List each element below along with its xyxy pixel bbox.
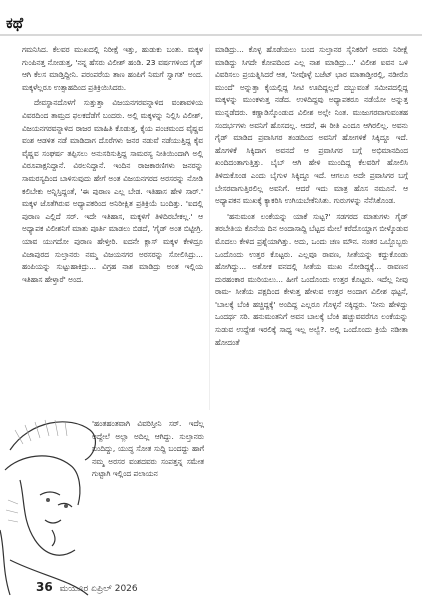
- paragraph: ಮಾಡಿದ್ರು... ಕೊಳ್ಳ ಹೊಡೆಯಲು ಬಂದ ಸುಲ್ತಾನರ ಸೈನಿಕರಿಗೆ ಅವರು ನಿರೀಕ್ಷೆ ಮಾಡಿದ್ದು ಸಿಗದೇ ಕೋಪದಿಂದ ಎಲ್ಲ ನಾಶ ಮಾಡಿದ್ರು...' ವಿಲೀಶ ಐವನ ಒಳಿ ವಿವರಿಸಲು ಪ್ರಯತ್ನಿಸಿದರೆ ಆತ, 'ನೀವೊಳ್ಳೆ ಬಜೆಟ್ ಭಾರ ಮಾತಾಡ್ತೀರಲ್ಲಿ, ನಡೀರೊ ಮುಂದೆ' ಅನ್ನುತ್ತಾ ಕೈಯಲ್ಲಿದ್ದ ಸೀಟಿ ಊದಿದ್ದಲ್ಲದೆ ದಬ್ಬುವಂತೆ ಸಮೀಪದಲ್ಲಿದ್ದ ಮಕ್ಕಳನ್ನು ಮುಂಕಳುತ್ತ ನಡೆದ. ಉಳಿದಿದ್ದವು ಅಧ್ಯಾಪಕರೂ ನಡೆಯೋ ಅನ್ನುತ್ತ ಮುನ್ನಡೆದರು. ಕಣ್ಣಾಡಿಸ್ಕೊಂಡುದ ವಿಲೀಶ ಅಲ್ಲೇ ನಿಂತ. ಮುಜುಗರವಾಗುವಂತಹ ಸಂದರ್ಭಗಳು ಅವನಿಗೆ ಹೊಸದಲ್ಲ. ಆದರೆ, ಈ ರೀತಿ ಎಂದೂ ಆಗಿರಲಿಲ್ಲ. ಅವನು ಗೈಡ್ ಮಾಡಿದ ಪ್ರವಾಸಿಗರ ತಂಡದಿಂದ ಅವನಿಗೆ ಹೋಗಳಿಕೆ ಸಿಕ್ಕಿದ್ದೂ ಇದೆ. ಹೊಗಳಿಕೆ ಸಿಕ್ಕಿದಾಗ ಅವನದೆ ಆ ಪ್ರವಾಸಿಗರ ಬಗ್ಗೆ ಅಭಿಮಾನದಿಂದ ಖಂದಿದಂತಾಗುತ್ತಿತ್ತು. ಬೈಬ್ ಆಗಿ ಹೇಳಿ ಮುಂದಿದ್ದ ಕೆಲವರಿಗೆ ಹೋಲಿಸಿ ತಿಳಿದುಕೊಂಡ ಎಂದು ಬೈಗುಳ ಸಿಕ್ಕಿದ್ದೂ ಇದೆ. ಆಗಲೂ ಅದೇ ಪ್ರವಾಸಿಗರ ಬಗ್ಗೆ ಬೇಸರವಾಗುತ್ತಿರಲಿಲ್ಲ ಅವನಿಗೆ. ಆದರೆ ಇದು ಮಾತ್ರ ಹೊಸ ನಮೂನೆ. ಆ ಅಧ್ಯಾಪಕನ ಮುಖಕ್ಕೆ ಕ್ಯಾಕರಿಸಿ ಉಗಿಯಬೇಕೆನಿಸಿತು. ಗುರುಗಳನ್ನು ನೆನೆಸಿಕೊಂಡ.: [215, 45, 408, 206]
- page-header: [0, 0, 422, 40]
- right-column: [215, 44, 408, 564]
- issue-label: ಮಯೂರ ಏಪ್ರಿಲ್ 2026: [59, 584, 138, 594]
- paragraph: 'ಹಂತಹಂತವಾಗಿ ವಿವರಿಸ್ತೀನಿ ಸರ್. ಇದೆಲ್ಲ ಅದ್ದೇಲೆ ಅಲ್ಲಾ ಅದಿಲ್ಲ ಆಗಿದ್ದು. ಸುಲ್ತಾನರು ಬಂದಿದ್ದು, ಯುದ್ಧ ಸೋತ ಸುದ್ದಿ ಬಂದದ್ದು ಹಾಗೆ ನಮ್ಮ ಅರಸರ ವಂಶದವರು ಸಂಪತ್ತನ್ನ ಸಮೇತ ಗುಟ್ಟಾಗಿ ಇಲ್ಲಿಂದ ಪಲಾಯನ: [92, 419, 204, 479]
- paragraph: ದೇವಸ್ಥಾನದೊಳಗೆ ಸುತ್ತುತ್ತಾ ವಿಜಯನಗರವನ್ನಾಳಿದ ವಂಶಾವಳಿಯ ವಿವರದಿಂದ ತಾಮ್ರದ ಫಲಕದೆಡೆಗೆ ಬಂದರು. ಅಲ್ಲಿ ಮಕ್ಕಳನ್ನು ನಿಲ್ಲಿಸಿ ವಿಲೀಶ್, ವಿಜಯನಗರವನ್ನಾಳಿದ ರಾಜರ ಮಾಹಿತಿ ಕೊಡುತ್ತ, ಕೈಯ ಪಂಚಮಂದ ವೈಷ್ಣವ ವಂಶ ಆಡಳಿತ ನಡೆ ಮಾಡಿದಾಗ ದೊರೆಗಳು ಜನರ ನಡುವೆ ನಡೆಯುತ್ತಿದ್ದ ಕೈವ ವೈಷ್ಣವ ಸಂಘರ್ಷ ತಪ್ಪಿಸಲು ಅನುಸರಿಸುತ್ತಿದ್ದ ಸಾಮರಸ್ಯ ನೀತಿಯಿಂದಾಗಿ ಅಲ್ಲಿ ವಿರೂಪಾಕ್ಷನಿದ್ದಾನೆ. ವಿಠಲನಿದ್ದಾನೆ. ಇಂದಿನ ರಾಜಕಾರಣಿಗಳು ಜನರನ್ನು ಸಾಮರಸ್ಯದಿಂದ ಬಾಳಿಸುವುದು ಹೇಗೆ ಅಂತ ವಿಜಯನಗರದ ಅರಸರನ್ನು ನೋಡಿ ಕಲಿಬೇಕು ಅನ್ನಿಸ್ತಿದ್ದಂತೆ, 'ಈ ಪುರಾಣ ಎಲ್ಲ ಬೇಡ. ಇತಿಹಾಸ ಹೇಳಿ ಸಾರ್.' ಮಕ್ಕಳ ಜೊತೆಗಿರುವ ಅಧ್ಯಾಪಕರಿಂದ ಅನಿರೀಕ್ಷಿತ ಪ್ರತಿಕ್ರಿಯೆ ಬಂದಿತ್ತು. 'ಐದಲ್ಲಿ ಪುರಾಣ ಎಲ್ಲಿದೆ ಸರ್. ಇದೇ ಇತಿಹಾಸ, ಮಕ್ಕಳಿಗೆ ತಿಳಿದಿರಬೇಕಲ್ಲ.' ಆ ಅಧ್ಯಾಪಕ ವಿಲೀಶನಿಗೆ ಮಾತು ಪೂರ್ತಿ ಮಾಡಲು ಬಿಡದೆ, 'ಗೈಡ್ ಅಂತ ಬಿಟ್ಟೀಗ್ರಿ. ಯಾವ ಯುಗದೋ ಪುರಾಣ ಹೇಳ್ತೀರಿ. ಐದನೇ ಕ್ಲಾಸ್ ಮಕ್ಕಳ ಕೇಳಿದ್ರೂ ವಿಜಾಪುರದ ಸುಲ್ತಾನರು ನಮ್ಮ ವಿಜಯನಗರ ಅರಸರನ್ನು ಸೋಲಿಸಿದ್ರು... ಹಂಪಿಯನ್ನು ಸುಟ್ಟುಹಾಕಿದ್ರು... ವಿಗ್ರಹ ನಾಶ ಮಾಡಿದ್ರು ಅಂತ ಇಲ್ಲಿಯ ಇತಿಹಾಸ ಹೇಳ್ತಾರೆ' ಅಂದ.: [22, 98, 203, 284]
- paragraph: ಗಮನಿಸಿದ. ಕೆಲವರ ಮುಖದಲ್ಲಿ ನಿರೀಕ್ಷೆ ಇತ್ತು, ಹುಡುಕು ಬಂತು. ಮಕ್ಕಳ ಗುಂಪಿನತ್ತ ನೋಡುತ್ತ, 'ನನ್ನ ಹೆಸರು ವಿಲೀಶ್ ಹಂಡಿ. 23 ವರ್ಷಗಳಿಂದ ಗೈಡ್ ಆಗಿ ಕೆಲಸ ಮಾಡ್ತಿದ್ದೀನಿ. ಪರಂಪರೆಯ ತಾಣ ಹಂಪಿಗೆ ನಿಮಗೆ ಸ್ವಾಗತ' ಅಂದ. ಮಕ್ಕಳೆಲ್ಲರೂ ಉತ್ಸಾಹದಿಂದ ಪ್ರತಿಕ್ರಿಯಿಸಿದರು.: [22, 45, 203, 92]
- header-rule: [0, 34, 422, 36]
- left-column: [22, 44, 203, 406]
- section-title: ಕಥೆ: [6, 14, 24, 32]
- inset-paragraph: [92, 418, 204, 568]
- page-number: 36: [36, 580, 53, 594]
- page-footer: [36, 580, 138, 594]
- paragraph: 'ಹನುಮಂತ ಲಂಕೆಯನ್ನು ಯಾಕೆ ಸುಟ್ಟ?' ಸಡಗರದ ಮಾತುಗಳು ಗೈಡ್ ತರಬೇತಿಯ ಕೊನೆಯ ದಿನ ಅಂದಾಸಾದ್ದಿ ಬೆಟ್ಟದ ಮೇಲೆ ಕರೆದೊಯ್ದಾಗ ಬೀಳ್ಕೊಡುವ ಮೊದಲು ಕೇಳಿದ ಪ್ರಶ್ನೆಯಾಗಿತ್ತು. ಅದು, ಒಂದು ಚಣ ಮೌನ. ನಂತರ ಒಬ್ಬೊಬ್ಬರು ಒಂದೊಂದು ಉತ್ತರ ಕೊಟ್ಟರು. ಎಲ್ಲವೂ ರಾವಣ, ಸೀತೆಯನ್ನು ಕದ್ದುಕೊಂಡು ಹೋಗಿದ್ದು... ಅಶೋಕ ವನದಲ್ಲಿ ಸೀತೆಯ ಮುಖ ನೋಡಿದ್ದಕ್ಕೆ... ರಾವಣನ ದುರಹಂಕಾರ ಮುರಿಯಲು... ಹೀಗೆ ಒಂದೊಂದು ಉತ್ತರ ಕೊಟ್ಟರು. ಇದೆಲ್ಲ ನೀವು ರಾಮ- ಸೀತೆಯ ಪಕ್ಷದಿಂದ ಕೇಳುತ್ತ ಹೇಳುವ ಉತ್ತರ ಅಂದಾಗ ವಿಲೀಶ ಥಟ್ಟನೆ, 'ಬಾಲಕ್ಕೆ ಬೆಂಕಿ ಹಚ್ಚಿದ್ದಕ್ಕೆ' ಅಂದಿದ್ದ ಎಲ್ಲರೂ ಗೊಳ್ಳನೆ ನಕ್ಕಿದ್ದರು. 'ನೀನು ಹೇಳಿದ್ದು ಒಂದರ್ಥ ಸರಿ. ಹನುಮಂತನಿಗೆ ಅವನ ಬಾಲಕ್ಕೆ ಬೆಂಕಿ ಹಚ್ಚುವವರೆಗೂ ಲಂಕೆಯನ್ನು ಸುಡುವ ಉದ್ದೇಶ ಇರಲಿಕ್ಕೆ ಸಾಧ್ಯ ಇಲ್ಲ ಅಲ್ವೆ?. ಅಲ್ಲಿ ಒಂದೊಂದು ಕ್ರಿಯೆ ನಡೀತಾ ಹೋದಂತೆ: [215, 211, 408, 347]
